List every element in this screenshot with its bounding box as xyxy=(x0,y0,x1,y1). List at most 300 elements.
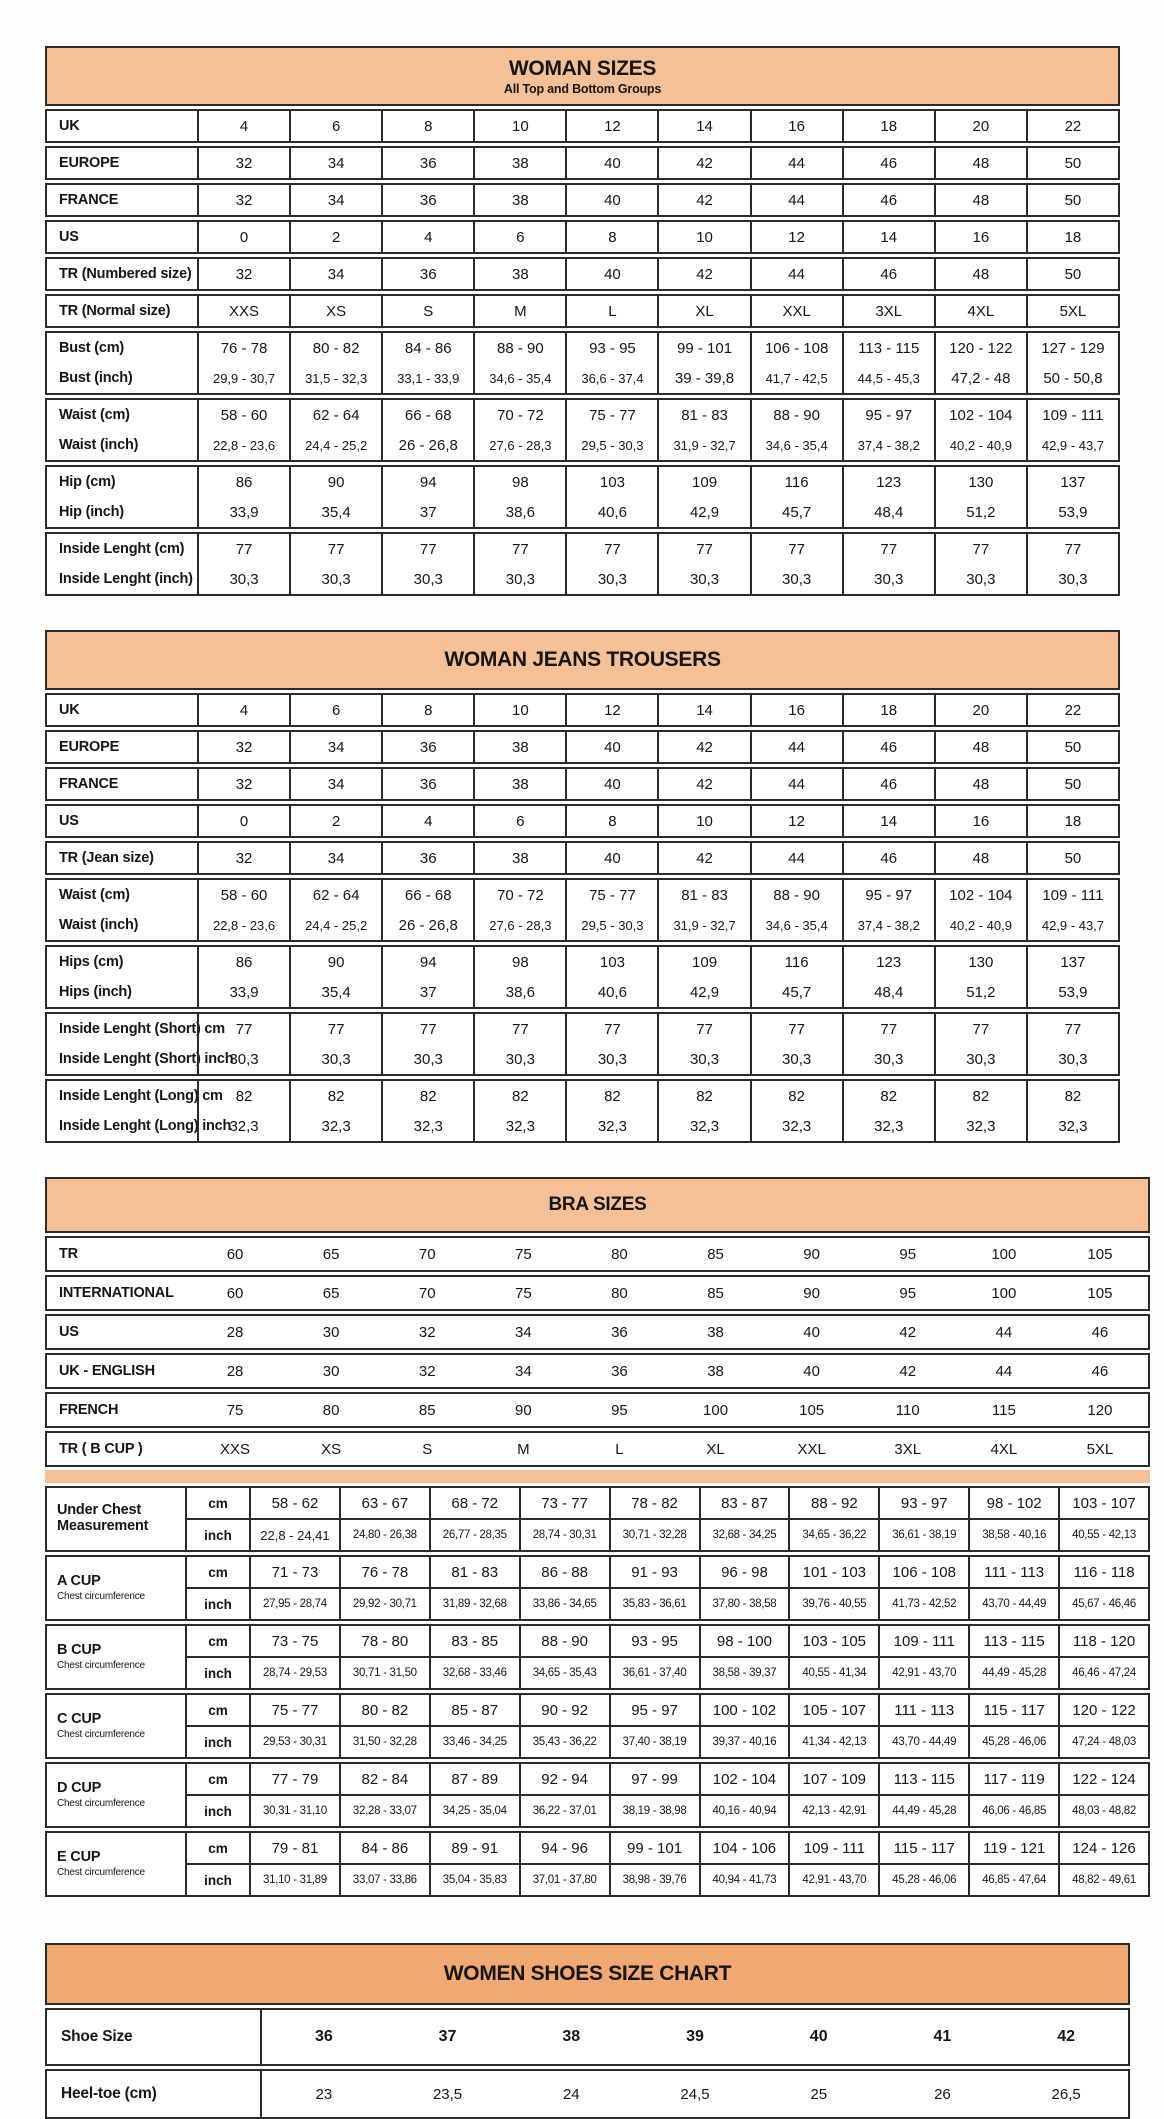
size-cell: 38,98 - 39,76 xyxy=(609,1865,699,1895)
cup-rows xyxy=(187,1764,1148,1826)
table-row xyxy=(47,222,1118,252)
size-cell: 100 - 102 xyxy=(699,1695,789,1725)
size-cell: 32,3 xyxy=(473,1111,565,1141)
table-row xyxy=(187,1727,1148,1757)
size-cell: 36 xyxy=(381,843,473,873)
size-cell: 40,16 - 40,94 xyxy=(699,1796,789,1826)
size-cell: 87 - 89 xyxy=(429,1764,519,1794)
row-group xyxy=(45,1236,1150,1272)
size-cell: 91 - 93 xyxy=(609,1557,699,1587)
size-cell: 85 xyxy=(418,1401,436,1419)
size-cell: 40,6 xyxy=(565,977,657,1007)
size-cell: 30 xyxy=(322,1323,340,1341)
size-cell: 48 xyxy=(934,769,1026,799)
size-cell: 77 xyxy=(934,1014,1026,1044)
size-cell: 75 xyxy=(515,1284,532,1302)
size-cell: 4 xyxy=(197,695,289,725)
size-cell: 38 xyxy=(707,1362,724,1380)
size-cell: 71 - 73 xyxy=(249,1557,339,1587)
row-group xyxy=(45,1353,1150,1389)
size-cell: 26 - 26,8 xyxy=(381,430,473,460)
size-cell: 62 - 64 xyxy=(289,880,381,910)
size-cell: 98 - 102 xyxy=(968,1488,1058,1518)
size-cell: 44 xyxy=(750,732,842,762)
size-cell: 77 xyxy=(1026,534,1118,564)
size-cell: 30,3 xyxy=(289,564,381,594)
peach-divider xyxy=(45,1470,1150,1483)
row-group xyxy=(45,878,1120,942)
size-cell: 46 xyxy=(842,769,934,799)
size-cell: 77 xyxy=(842,534,934,564)
size-cell: 30,3 xyxy=(473,1044,565,1074)
size-cell: 24,4 - 25,2 xyxy=(289,910,381,940)
size-cell: 36 xyxy=(611,1362,628,1380)
size-cell: 116 xyxy=(750,467,842,497)
row-label: Inside Lenght (Short) inch xyxy=(59,1051,234,1067)
size-cell: 70 xyxy=(418,1284,436,1302)
size-cell: 95 - 97 xyxy=(609,1695,699,1725)
size-cell: 117 - 119 xyxy=(968,1764,1058,1794)
size-cell: 50 xyxy=(1026,843,1118,873)
cup-group xyxy=(45,1693,1150,1759)
size-cell: 77 xyxy=(657,1014,749,1044)
size-cell: 82 xyxy=(565,1081,657,1111)
size-cell: 50 xyxy=(1026,148,1118,178)
unit-label: cm xyxy=(208,1702,228,1718)
size-cell: 4XL xyxy=(934,296,1026,326)
cup-sublabel: Chest circumference xyxy=(57,1729,145,1741)
cup-name: B CUP xyxy=(57,1641,102,1658)
size-cell: 50 xyxy=(1026,769,1118,799)
table-row xyxy=(47,363,1118,393)
size-cell: 119 - 121 xyxy=(968,1833,1058,1863)
size-cell: 80 xyxy=(611,1284,628,1302)
size-cell: 29,5 - 30,3 xyxy=(565,910,657,940)
size-cell: 33,1 - 33,9 xyxy=(381,363,473,393)
size-cell: 77 xyxy=(1026,1014,1118,1044)
size-cell: 34 xyxy=(289,259,381,289)
size-cell: 32,3 xyxy=(565,1111,657,1141)
size-cell: 40,55 - 41,34 xyxy=(788,1658,878,1688)
table-row xyxy=(47,977,1118,1007)
size-cell: 44 xyxy=(750,148,842,178)
size-cell: 32,3 xyxy=(381,1111,473,1141)
size-cell: 80 - 82 xyxy=(289,333,381,363)
row-group xyxy=(45,804,1120,838)
size-cell: 2 xyxy=(289,806,381,836)
women-shoes-header xyxy=(45,1943,1130,2005)
size-cell: 82 xyxy=(934,1081,1026,1111)
size-cell: 94 - 96 xyxy=(519,1833,609,1863)
size-cell: 77 xyxy=(842,1014,934,1044)
size-cell: 32,3 xyxy=(842,1111,934,1141)
size-cell: 40 xyxy=(565,259,657,289)
cup-label xyxy=(47,1626,187,1688)
size-cell: 18 xyxy=(842,695,934,725)
size-cell: 4 xyxy=(197,111,289,141)
size-cell: 77 xyxy=(657,534,749,564)
table-row xyxy=(47,185,1118,215)
size-cell: L xyxy=(615,1440,624,1458)
size-cell: 32 xyxy=(197,185,289,215)
size-cell: 12 xyxy=(750,806,842,836)
size-cell: 58 - 60 xyxy=(197,880,289,910)
size-cell: 46,46 - 47,24 xyxy=(1058,1658,1148,1688)
row-group xyxy=(45,465,1120,529)
size-cell: 90 xyxy=(803,1245,820,1263)
row-group xyxy=(45,1392,1150,1428)
size-cell: 25 xyxy=(810,2085,828,2103)
table-row xyxy=(187,1626,1148,1658)
row-label: TR xyxy=(59,1246,78,1262)
size-cell: 120 - 122 xyxy=(1058,1695,1148,1725)
size-cell: 77 xyxy=(197,1014,289,1044)
row-label: Inside Lenght (Long) cm xyxy=(59,1088,223,1104)
size-cell: 44 xyxy=(750,259,842,289)
row-group xyxy=(45,109,1120,143)
size-cell: 39 - 39,8 xyxy=(657,363,749,393)
size-cell: 42,9 xyxy=(657,497,749,527)
size-cell: 123 xyxy=(842,947,934,977)
size-cell: 77 xyxy=(473,1014,565,1044)
size-cell: 38,6 xyxy=(473,977,565,1007)
size-cell: 81 - 83 xyxy=(657,400,749,430)
size-cell: 86 xyxy=(197,947,289,977)
size-cell: 109 - 111 xyxy=(788,1833,878,1863)
size-cell: 38 xyxy=(473,769,565,799)
size-cell: 30,3 xyxy=(381,1044,473,1074)
size-cell: 42 xyxy=(657,732,749,762)
size-cell: XL xyxy=(706,1440,725,1458)
table-row xyxy=(47,880,1118,910)
size-cell: 40,6 xyxy=(565,497,657,527)
row-label: Heel-toe (cm) xyxy=(47,2071,262,2117)
size-cell: 38 xyxy=(473,843,565,873)
row-group xyxy=(45,331,1120,395)
size-cell: 113 - 115 xyxy=(842,333,934,363)
size-cell: 45,7 xyxy=(750,497,842,527)
size-cell: 34 xyxy=(289,769,381,799)
size-cell: 78 - 80 xyxy=(339,1626,429,1656)
table-row xyxy=(47,1238,1148,1270)
unit-label: inch xyxy=(204,1803,232,1819)
size-cell: 85 - 87 xyxy=(429,1695,519,1725)
cup-group xyxy=(45,1762,1150,1828)
row-group xyxy=(45,2008,1130,2066)
size-cell: 14 xyxy=(657,695,749,725)
size-cell: 42 xyxy=(657,769,749,799)
row-group xyxy=(45,183,1120,217)
size-cell: 42 xyxy=(899,1362,917,1380)
table-row xyxy=(47,534,1118,564)
size-cell: 103 - 105 xyxy=(788,1626,878,1656)
size-cell: 30,3 xyxy=(289,1044,381,1074)
table-row xyxy=(187,1520,1148,1550)
table-row xyxy=(47,769,1118,799)
size-cell: 63 - 67 xyxy=(339,1488,429,1518)
size-cell: 88 - 90 xyxy=(750,880,842,910)
size-cell: 111 - 113 xyxy=(878,1695,968,1725)
table-row xyxy=(187,1488,1148,1520)
cup-rows xyxy=(187,1833,1148,1895)
size-cell: 95 xyxy=(611,1401,628,1419)
table-row xyxy=(187,1796,1148,1826)
size-cell: 18 xyxy=(1026,222,1118,252)
size-cell: 92 - 94 xyxy=(519,1764,609,1794)
size-cell: 36,22 - 37,01 xyxy=(519,1796,609,1826)
size-cell: 2 xyxy=(289,222,381,252)
size-cell: 37,80 - 38,58 xyxy=(699,1589,789,1619)
row-group xyxy=(45,767,1120,801)
size-cell: 66 - 68 xyxy=(381,400,473,430)
size-cell: 10 xyxy=(657,806,749,836)
size-cell: 32,28 - 33,07 xyxy=(339,1796,429,1826)
size-cell: 41,7 - 42,5 xyxy=(750,363,842,393)
size-cell: 22 xyxy=(1026,111,1118,141)
table-row xyxy=(47,564,1118,594)
size-cell: 65 xyxy=(322,1245,340,1263)
size-cell: 33,86 - 34,65 xyxy=(519,1589,609,1619)
size-cell: 31,10 - 31,89 xyxy=(249,1865,339,1895)
size-cell: 32 xyxy=(197,843,289,873)
size-cell: 30,3 xyxy=(197,1044,289,1074)
size-cell: 30,3 xyxy=(565,1044,657,1074)
size-cell: 73 - 75 xyxy=(249,1626,339,1656)
size-cell: 100 xyxy=(991,1284,1017,1302)
size-cell: 103 - 107 xyxy=(1058,1488,1148,1518)
row-label: Inside Lenght (inch) xyxy=(59,571,193,587)
size-cell: 38 xyxy=(473,185,565,215)
size-cell: 48 xyxy=(934,185,1026,215)
size-cell: 46 xyxy=(1091,1362,1109,1380)
unit-label: cm xyxy=(208,1771,228,1787)
row-label: Waist (cm) xyxy=(59,887,130,903)
size-cell: 99 - 101 xyxy=(657,333,749,363)
size-cell: 99 - 101 xyxy=(609,1833,699,1863)
table-row xyxy=(187,1833,1148,1865)
size-cell: 45,28 - 46,06 xyxy=(968,1727,1058,1757)
size-cell: 30,31 - 31,10 xyxy=(249,1796,339,1826)
size-cell: 44 xyxy=(750,185,842,215)
cup-rows xyxy=(187,1557,1148,1619)
size-cell: 45,7 xyxy=(750,977,842,1007)
cup-sublabel: Chest circumference xyxy=(57,1660,145,1672)
size-cell: 50 - 50,8 xyxy=(1026,363,1118,393)
size-cell: 93 - 95 xyxy=(609,1626,699,1656)
size-cell: 31,9 - 32,7 xyxy=(657,430,749,460)
size-cell: 53,9 xyxy=(1026,977,1118,1007)
size-cell: 37 xyxy=(381,497,473,527)
tables-root xyxy=(45,46,1164,2119)
row-label: Waist (cm) xyxy=(59,407,130,423)
size-cell: 48 xyxy=(934,259,1026,289)
size-cell: 12 xyxy=(565,695,657,725)
table-row xyxy=(47,1355,1148,1387)
size-cell: 20 xyxy=(934,695,1026,725)
size-cell: 83 - 87 xyxy=(699,1488,789,1518)
size-cell: 82 xyxy=(197,1081,289,1111)
size-cell: 81 - 83 xyxy=(657,880,749,910)
size-cell: 80 xyxy=(322,1401,340,1419)
size-cell: 30,71 - 31,50 xyxy=(339,1658,429,1688)
table-row xyxy=(187,1658,1148,1688)
size-cell: 94 xyxy=(381,467,473,497)
size-cell: 107 - 109 xyxy=(788,1764,878,1794)
cup-sublabel: Chest circumference xyxy=(57,1591,145,1603)
unit-label: cm xyxy=(208,1633,228,1649)
size-cell: 30,3 xyxy=(842,564,934,594)
cup-label xyxy=(47,1695,187,1757)
size-cell: 40,55 - 42,13 xyxy=(1058,1520,1148,1550)
cup-group xyxy=(45,1624,1150,1690)
size-cell: 62 - 64 xyxy=(289,400,381,430)
row-label: INTERNATIONAL xyxy=(59,1285,174,1301)
size-cell: 42,9 xyxy=(657,977,749,1007)
size-cell: 35,4 xyxy=(289,497,381,527)
size-cell: 38 xyxy=(473,259,565,289)
size-cell: 77 - 79 xyxy=(249,1764,339,1794)
size-cell: 37,40 - 38,19 xyxy=(609,1727,699,1757)
size-cell: 10 xyxy=(473,111,565,141)
table-row xyxy=(47,1277,1148,1309)
table-row xyxy=(47,732,1118,762)
size-cell: 93 - 95 xyxy=(565,333,657,363)
size-cell: 46 xyxy=(842,185,934,215)
size-cell: 48,82 - 49,61 xyxy=(1058,1865,1148,1895)
size-cell: 94 xyxy=(381,947,473,977)
size-cell: 38 xyxy=(473,732,565,762)
row-group xyxy=(45,693,1120,727)
size-cell: 23,5 xyxy=(432,2085,463,2103)
size-cell: 30,3 xyxy=(1026,564,1118,594)
size-cell: 14 xyxy=(842,222,934,252)
size-cell: M xyxy=(473,296,565,326)
size-cell: 102 - 104 xyxy=(699,1764,789,1794)
size-cell: 102 - 104 xyxy=(934,880,1026,910)
table-row xyxy=(47,910,1118,940)
size-cell: 30,3 xyxy=(657,564,749,594)
row-label: US xyxy=(59,229,79,245)
size-cell: 82 xyxy=(289,1081,381,1111)
size-cell: XXL xyxy=(797,1440,826,1458)
unit-label: inch xyxy=(204,1734,232,1750)
size-cell: 82 xyxy=(750,1081,842,1111)
size-cell: 76 - 78 xyxy=(339,1557,429,1587)
size-cell: 35,4 xyxy=(289,977,381,1007)
size-cell: 34,6 - 35,4 xyxy=(750,910,842,940)
table-row xyxy=(47,947,1118,977)
size-cell: L xyxy=(565,296,657,326)
table-row xyxy=(47,1014,1118,1044)
size-cell: 33,07 - 33,86 xyxy=(339,1865,429,1895)
size-cell: 26 xyxy=(934,2085,951,2103)
row-label: Bust (cm) xyxy=(59,340,125,356)
cup-label xyxy=(47,1557,187,1619)
size-cell: 4 xyxy=(381,806,473,836)
size-cell: 48 xyxy=(934,732,1026,762)
size-cell: 16 xyxy=(934,222,1026,252)
size-cell: 80 xyxy=(611,1245,628,1263)
cup-group xyxy=(45,1831,1150,1897)
size-cell: 77 xyxy=(197,534,289,564)
size-cell: 42,91 - 43,70 xyxy=(788,1865,878,1895)
size-cell: 30,3 xyxy=(1026,1044,1118,1074)
size-cell: 34 xyxy=(515,1323,532,1341)
size-cell: 42,9 - 43,7 xyxy=(1026,910,1118,940)
size-cell: 88 - 90 xyxy=(750,400,842,430)
size-cell: 137 xyxy=(1026,467,1118,497)
row-label: EUROPE xyxy=(59,155,120,171)
size-cell: 32 xyxy=(197,769,289,799)
size-cell: 45,28 - 46,06 xyxy=(878,1865,968,1895)
size-cell: 34 xyxy=(289,843,381,873)
row-label: TR ( B CUP ) xyxy=(59,1441,143,1457)
size-cell: 100 xyxy=(991,1245,1017,1263)
size-cell: 32,3 xyxy=(289,1111,381,1141)
unit-label: cm xyxy=(208,1840,228,1856)
row-group xyxy=(45,1079,1120,1143)
cup-name: E CUP xyxy=(57,1848,101,1865)
size-cell: 48,4 xyxy=(842,497,934,527)
size-cell: 46,85 - 47,64 xyxy=(968,1865,1058,1895)
size-cell: 106 - 108 xyxy=(750,333,842,363)
size-cell: 36 xyxy=(611,1323,628,1341)
size-cell: 120 - 122 xyxy=(934,333,1026,363)
size-cell: 37 xyxy=(438,2028,457,2045)
size-cell: 45,67 - 46,46 xyxy=(1058,1589,1148,1619)
woman-jeans-trousers-title: WOMAN JEANS TROUSERS xyxy=(444,648,721,671)
size-cell: 40 xyxy=(565,769,657,799)
row-label: Hip (cm) xyxy=(59,474,116,490)
size-cell: 36 xyxy=(381,148,473,178)
size-cell: 38 xyxy=(473,148,565,178)
size-cell: 50 xyxy=(1026,259,1118,289)
bra-sizes-table xyxy=(45,1177,1150,1897)
size-cell: 82 xyxy=(842,1081,934,1111)
woman-jeans-trousers-header xyxy=(45,630,1120,690)
size-cell: S xyxy=(381,296,473,326)
size-cell: 60 xyxy=(226,1245,244,1263)
size-cell: 38,19 - 38,98 xyxy=(609,1796,699,1826)
size-cell: 73 - 77 xyxy=(519,1488,609,1518)
size-cell: 28 xyxy=(226,1323,244,1341)
size-cell: 77 xyxy=(750,1014,842,1044)
size-cell: 77 xyxy=(750,534,842,564)
size-cell: 32 xyxy=(197,732,289,762)
size-cell: 4XL xyxy=(990,1440,1018,1458)
size-cell: 116 xyxy=(750,947,842,977)
size-cell: 12 xyxy=(565,111,657,141)
size-cell: 30,3 xyxy=(934,564,1026,594)
size-cell: 16 xyxy=(750,695,842,725)
size-cell: 29,92 - 30,71 xyxy=(339,1589,429,1619)
size-cell: 40 xyxy=(803,1362,820,1380)
cup-sublabel: Chest circumference xyxy=(57,1867,145,1879)
size-cell: 98 xyxy=(473,467,565,497)
size-cell: 14 xyxy=(842,806,934,836)
size-cell: 122 - 124 xyxy=(1058,1764,1148,1794)
size-cell: 77 xyxy=(289,534,381,564)
size-cell: 75 - 77 xyxy=(565,400,657,430)
table-row xyxy=(47,2071,1128,2117)
size-cell: 42,13 - 42,91 xyxy=(788,1796,878,1826)
woman-jeans-trousers-table xyxy=(45,630,1120,1143)
size-cell: S xyxy=(422,1440,433,1458)
size-cell: 130 xyxy=(934,947,1026,977)
size-cell: 109 xyxy=(657,947,749,977)
row-label: Shoe Size xyxy=(47,2010,262,2064)
size-cell: 106 - 108 xyxy=(878,1557,968,1587)
